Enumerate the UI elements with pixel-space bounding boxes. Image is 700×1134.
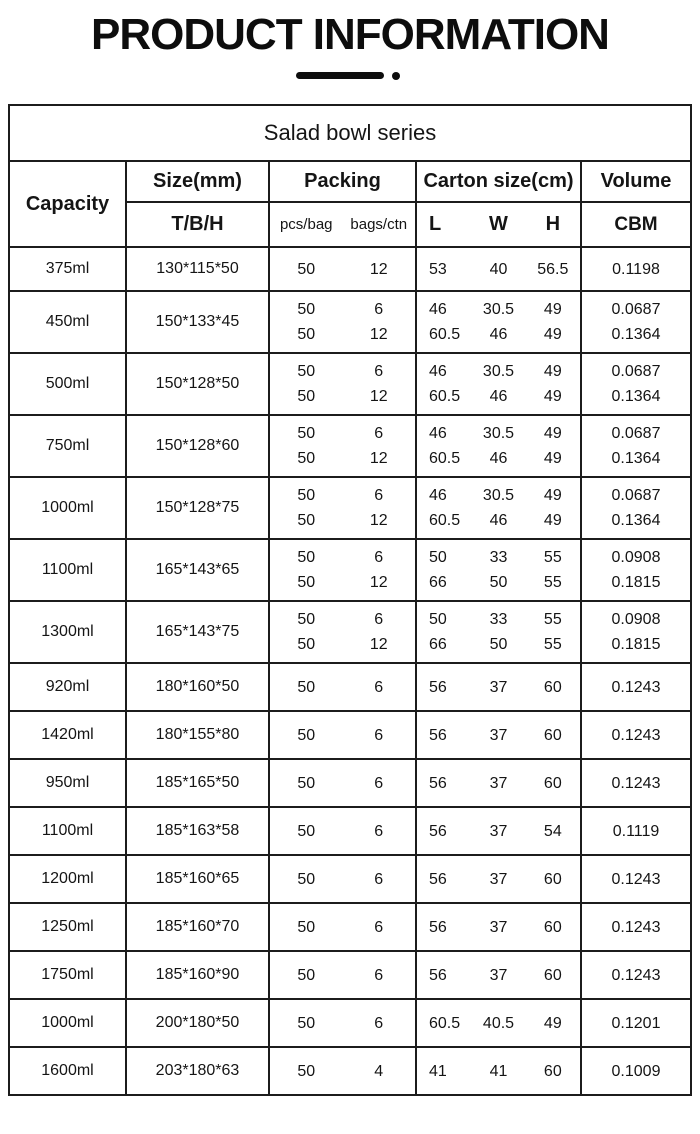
pcs-per-bag-value: 50 xyxy=(297,966,316,984)
table-row xyxy=(10,1046,690,1094)
carton-length-value: 56 xyxy=(429,774,447,792)
carton-cell xyxy=(417,808,582,854)
carton-height-value: 60 xyxy=(543,726,562,744)
size-cell: 185*163*58 xyxy=(127,808,270,854)
carton-cell xyxy=(417,478,582,538)
table-row xyxy=(10,600,690,662)
carton-cell xyxy=(417,952,582,998)
carton-width-value: 41 xyxy=(489,1062,508,1080)
size-cell: 180*160*50 xyxy=(127,664,270,710)
capacity-cell: 1750ml xyxy=(10,952,127,998)
carton-width-header: W xyxy=(489,213,508,236)
table-row xyxy=(10,290,690,352)
volume-cell: 0.0687 0.1364 xyxy=(611,425,661,468)
carton-width-value: 40 xyxy=(489,260,508,278)
series-header: Salad bowl series xyxy=(263,120,437,146)
capacity-cell: 450ml xyxy=(10,292,127,352)
packing-cell xyxy=(270,354,417,414)
carton-height-value: 55 55 xyxy=(543,611,562,654)
carton-height-value: 60 xyxy=(543,870,562,888)
volume-cell: 0.1009 xyxy=(611,1062,661,1080)
carton-cell xyxy=(417,292,582,352)
carton-cell xyxy=(417,760,582,806)
packing-cell xyxy=(270,664,417,710)
size-header-group xyxy=(127,162,270,246)
size-cell: 150*133*45 xyxy=(127,292,270,352)
carton-width-value: 30.5 46 xyxy=(482,301,515,344)
carton-width-value: 37 xyxy=(489,822,508,840)
volume-cell: 0.0908 0.1815 xyxy=(611,611,661,654)
packing-cell xyxy=(270,416,417,476)
carton-cell xyxy=(417,540,582,600)
pcs-per-bag-value: 50 xyxy=(297,774,316,792)
packing-header-group xyxy=(270,162,417,246)
pcs-per-bag-value: 50 xyxy=(297,1062,316,1080)
packing-cell xyxy=(270,760,417,806)
carton-width-value: 30.5 46 xyxy=(482,425,515,468)
carton-length-value: 53 xyxy=(429,260,447,278)
bags-per-carton-value: 6 xyxy=(374,726,384,744)
capacity-cell: 500ml xyxy=(10,354,127,414)
carton-length-value: 60.5 xyxy=(429,1014,461,1032)
table-row xyxy=(10,476,690,538)
capacity-cell: 750ml xyxy=(10,416,127,476)
carton-height-value: 49 xyxy=(543,1014,562,1032)
packing-cell xyxy=(270,248,417,290)
capacity-cell: 1100ml xyxy=(10,808,127,854)
volume-cell: 0.1243 xyxy=(611,966,661,984)
carton-length-value: 46 60.5 xyxy=(429,425,461,468)
size-cell: 200*180*50 xyxy=(127,1000,270,1046)
size-cell: 150*128*75 xyxy=(127,478,270,538)
carton-height-value: 49 49 xyxy=(543,363,562,406)
carton-sub-headers xyxy=(417,203,580,246)
table-row xyxy=(10,902,690,950)
pcs-per-bag-value: 50 xyxy=(297,726,316,744)
carton-length-header: L xyxy=(429,213,442,236)
size-cell: 185*160*70 xyxy=(127,904,270,950)
volume-cell: 0.1243 xyxy=(611,774,661,792)
volume-cell: 0.1243 xyxy=(611,678,661,696)
bags-per-carton-value: 6 xyxy=(374,774,384,792)
packing-cell xyxy=(270,540,417,600)
carton-width-value: 37 xyxy=(489,678,508,696)
capacity-cell: 1000ml xyxy=(10,1000,127,1046)
pcs-per-bag-value: 50 50 xyxy=(297,425,316,468)
product-table xyxy=(8,104,692,1096)
size-cell: 203*180*63 xyxy=(127,1048,270,1094)
pcs-per-bag-value: 50 50 xyxy=(297,301,316,344)
size-cell: 185*165*50 xyxy=(127,760,270,806)
capacity-cell: 1200ml xyxy=(10,856,127,902)
cbm-header: CBM xyxy=(614,213,658,235)
carton-header-group xyxy=(417,162,582,246)
carton-length-value: 56 xyxy=(429,822,447,840)
pcs-per-bag-header: pcs/bag xyxy=(279,216,333,234)
title-underline xyxy=(0,71,698,79)
table-row xyxy=(10,414,690,476)
carton-cell xyxy=(417,856,582,902)
carton-length-value: 50 66 xyxy=(429,549,447,592)
bags-per-carton-value: 6 xyxy=(374,870,384,888)
pcs-per-bag-value: 50 xyxy=(297,260,316,278)
carton-size-header: Carton size(cm) xyxy=(417,162,580,203)
bags-per-carton-value: 6 xyxy=(374,1014,384,1032)
pcs-per-bag-value: 50 50 xyxy=(297,611,316,654)
carton-height-value: 54 xyxy=(543,822,562,840)
carton-cell xyxy=(417,712,582,758)
packing-cell xyxy=(270,1000,417,1046)
bags-per-carton-value: 6 xyxy=(374,966,384,984)
carton-cell xyxy=(417,248,582,290)
bags-per-carton-value: 6 xyxy=(374,678,384,696)
carton-length-value: 56 xyxy=(429,870,447,888)
carton-width-value: 40.5 xyxy=(482,1014,515,1032)
carton-length-value: 50 66 xyxy=(429,611,447,654)
volume-header-group xyxy=(582,162,690,246)
bags-per-carton-value: 4 xyxy=(374,1062,384,1080)
bags-per-carton-value: 6 12 xyxy=(369,301,388,344)
page-title: PRODUCT INFORMATION xyxy=(91,10,609,59)
capacity-cell: 950ml xyxy=(10,760,127,806)
volume-cell: 0.1243 xyxy=(611,726,661,744)
carton-cell xyxy=(417,1048,582,1094)
size-cell: 165*143*75 xyxy=(127,602,270,662)
packing-sub-headers xyxy=(270,203,415,246)
table-row xyxy=(10,758,690,806)
title-underline-dot xyxy=(392,72,400,80)
capacity-cell: 375ml xyxy=(10,248,127,290)
pcs-per-bag-value: 50 50 xyxy=(297,487,316,530)
volume-cell: 0.0687 0.1364 xyxy=(611,487,661,530)
bags-per-carton-value: 6 12 xyxy=(369,549,388,592)
carton-height-value: 60 xyxy=(543,918,562,936)
table-row xyxy=(10,710,690,758)
table-row xyxy=(10,854,690,902)
capacity-cell: 1250ml xyxy=(10,904,127,950)
carton-height-value: 60 xyxy=(543,774,562,792)
carton-height-value: 60 xyxy=(543,966,562,984)
packing-cell xyxy=(270,904,417,950)
capacity-cell: 1000ml xyxy=(10,478,127,538)
pcs-per-bag-value: 50 xyxy=(297,918,316,936)
packing-cell xyxy=(270,952,417,998)
size-cell: 165*143*65 xyxy=(127,540,270,600)
bags-per-carton-value: 6 12 xyxy=(369,611,388,654)
volume-cell: 0.0687 0.1364 xyxy=(611,301,661,344)
size-cell: 185*160*65 xyxy=(127,856,270,902)
volume-cell: 0.1243 xyxy=(611,870,661,888)
carton-cell xyxy=(417,664,582,710)
bags-per-carton-value: 6 12 xyxy=(369,425,388,468)
carton-cell xyxy=(417,602,582,662)
volume-cell: 0.0908 0.1815 xyxy=(611,549,661,592)
packing-header: Packing xyxy=(270,162,415,203)
pcs-per-bag-value: 50 xyxy=(297,678,316,696)
table-row xyxy=(10,538,690,600)
carton-width-value: 33 50 xyxy=(489,549,508,592)
pcs-per-bag-value: 50 50 xyxy=(297,549,316,592)
capacity-cell: 1600ml xyxy=(10,1048,127,1094)
carton-length-value: 56 xyxy=(429,966,447,984)
carton-length-value: 41 xyxy=(429,1062,447,1080)
size-cell: 150*128*50 xyxy=(127,354,270,414)
size-cell: 185*160*90 xyxy=(127,952,270,998)
size-header: Size(mm) xyxy=(127,162,268,203)
bags-per-carton-value: 6 12 xyxy=(369,487,388,530)
carton-length-value: 46 60.5 xyxy=(429,487,461,530)
packing-cell xyxy=(270,808,417,854)
size-cell: 150*128*60 xyxy=(127,416,270,476)
carton-width-value: 37 xyxy=(489,774,508,792)
bags-per-carton-value: 12 xyxy=(369,260,388,278)
bags-per-carton-value: 6 12 xyxy=(369,363,388,406)
carton-width-value: 37 xyxy=(489,918,508,936)
carton-length-value: 46 60.5 xyxy=(429,301,461,344)
volume-cell: 0.1119 xyxy=(612,822,660,840)
volume-header: Volume xyxy=(582,162,690,203)
size-cell: 180*155*80 xyxy=(127,712,270,758)
pcs-per-bag-value: 50 xyxy=(297,870,316,888)
column-headers xyxy=(10,160,690,246)
volume-cell: 0.0687 0.1364 xyxy=(611,363,661,406)
size-sub-header: T/B/H xyxy=(171,213,224,236)
packing-cell xyxy=(270,1048,417,1094)
carton-height-value: 49 49 xyxy=(543,425,562,468)
table-row xyxy=(10,352,690,414)
carton-length-value: 56 xyxy=(429,678,447,696)
bags-per-carton-value: 6 xyxy=(374,918,384,936)
pcs-per-bag-value: 50 50 xyxy=(297,363,316,406)
volume-cell: 0.1201 xyxy=(611,1014,661,1032)
carton-width-value: 30.5 46 xyxy=(482,487,515,530)
carton-width-value: 37 xyxy=(489,726,508,744)
carton-height-header: H xyxy=(545,213,561,236)
carton-width-value: 30.5 46 xyxy=(482,363,515,406)
carton-height-value: 56.5 xyxy=(537,260,569,278)
capacity-cell: 920ml xyxy=(10,664,127,710)
table-row xyxy=(10,806,690,854)
table-row xyxy=(10,246,690,290)
packing-cell xyxy=(270,478,417,538)
pcs-per-bag-value: 50 xyxy=(297,1014,316,1032)
table-row xyxy=(10,662,690,710)
carton-height-value: 49 49 xyxy=(543,301,562,344)
packing-cell xyxy=(270,602,417,662)
table-row xyxy=(10,950,690,998)
packing-cell xyxy=(270,712,417,758)
packing-cell xyxy=(270,292,417,352)
carton-length-value: 56 xyxy=(429,918,447,936)
carton-cell xyxy=(417,354,582,414)
pcs-per-bag-value: 50 xyxy=(297,822,316,840)
carton-height-value: 49 49 xyxy=(543,487,562,530)
carton-width-value: 33 50 xyxy=(489,611,508,654)
table-row xyxy=(10,998,690,1046)
capacity-header: Capacity xyxy=(10,162,127,246)
title-block xyxy=(0,12,700,79)
capacity-cell: 1420ml xyxy=(10,712,127,758)
bags-per-carton-header: bags/ctn xyxy=(350,216,408,234)
capacity-cell: 1100ml xyxy=(10,540,127,600)
carton-height-value: 60 xyxy=(543,1062,562,1080)
carton-height-value: 60 xyxy=(543,678,562,696)
carton-width-value: 37 xyxy=(489,870,508,888)
size-cell: 130*115*50 xyxy=(127,248,270,290)
carton-height-value: 55 55 xyxy=(543,549,562,592)
capacity-cell: 1300ml xyxy=(10,602,127,662)
carton-length-value: 46 60.5 xyxy=(429,363,461,406)
title-underline-bar xyxy=(296,72,384,79)
volume-cell: 0.1243 xyxy=(611,918,661,936)
carton-cell xyxy=(417,416,582,476)
bags-per-carton-value: 6 xyxy=(374,822,384,840)
packing-cell xyxy=(270,856,417,902)
carton-cell xyxy=(417,1000,582,1046)
carton-cell xyxy=(417,904,582,950)
carton-length-value: 56 xyxy=(429,726,447,744)
carton-width-value: 37 xyxy=(489,966,508,984)
volume-cell: 0.1198 xyxy=(612,260,660,278)
